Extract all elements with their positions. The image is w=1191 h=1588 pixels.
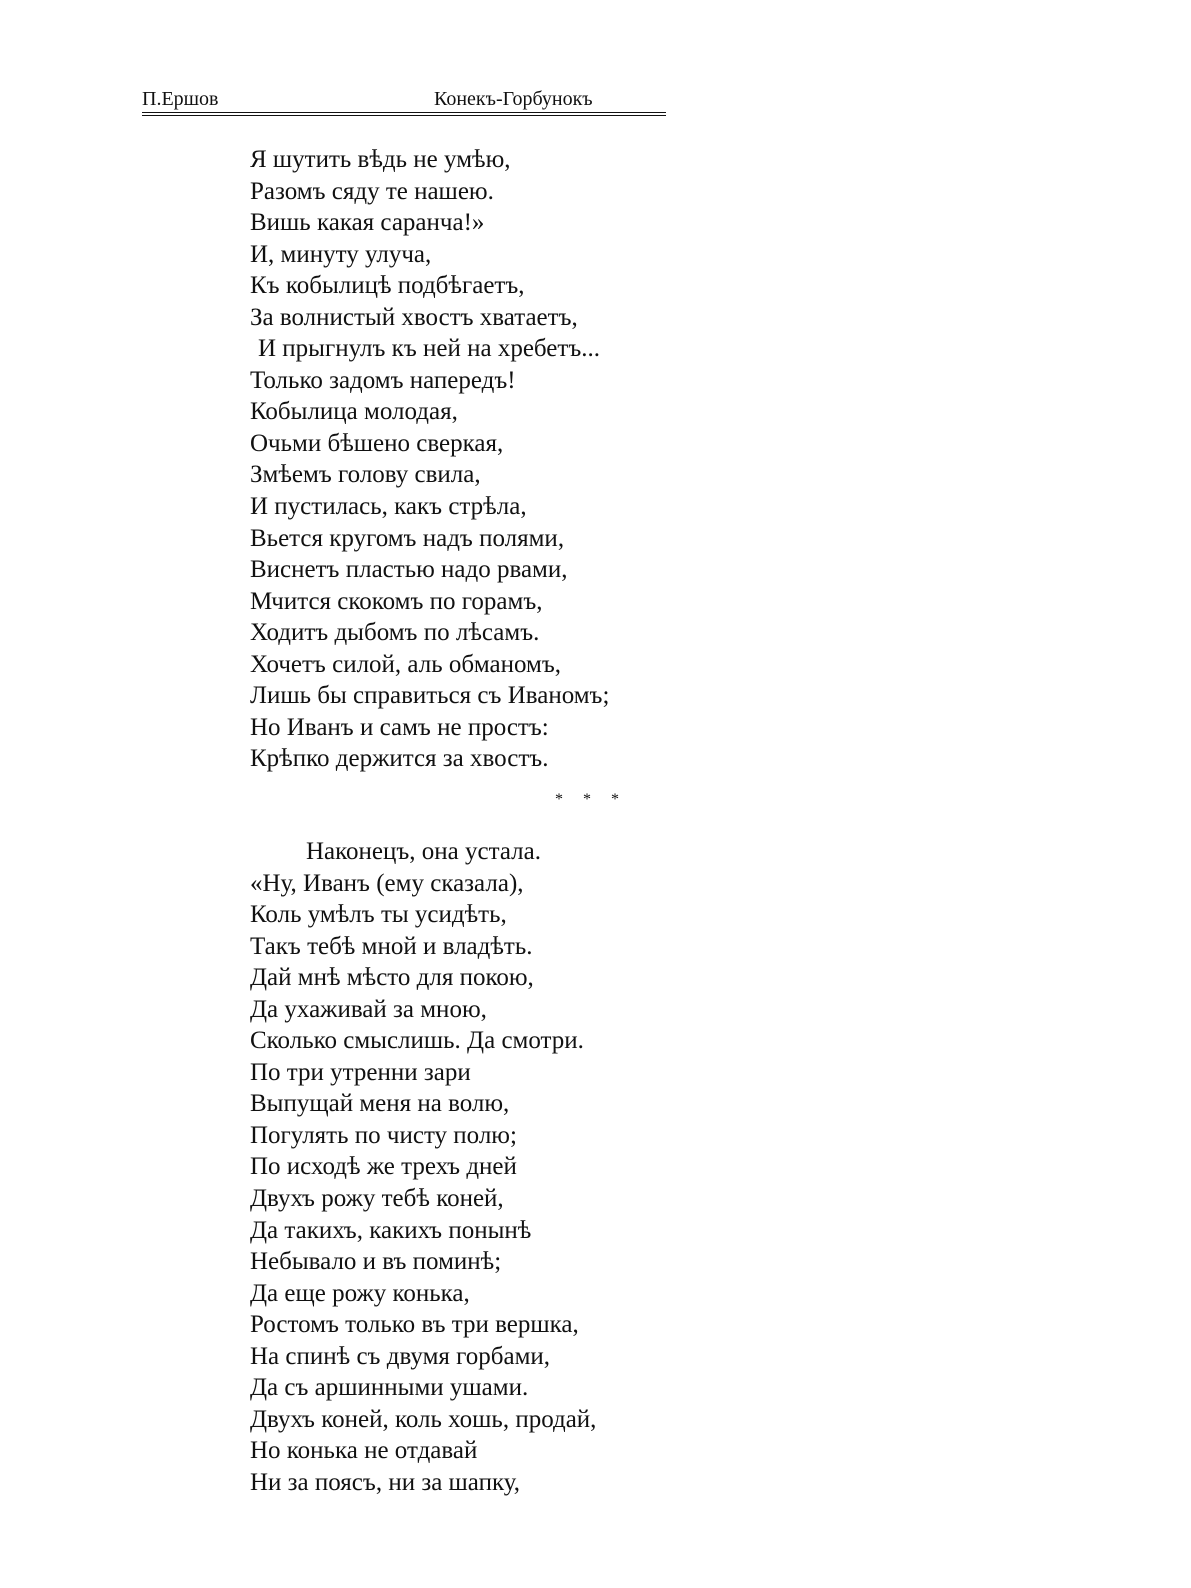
verse-line: На спинѣ съ двумя горбами,: [250, 1342, 551, 1370]
verse-line: Мчится скокомъ по горамъ,: [250, 587, 543, 615]
verse-line: «Ну, Иванъ (ему сказала),: [250, 869, 524, 897]
stanza-2: [250, 836, 680, 1498]
verse-line: И пустилась, какъ стрѣла,: [250, 493, 527, 521]
verse-line: По три утренни зари: [250, 1058, 471, 1086]
verse-line: Я шутить вѣдь не умѣю,: [250, 146, 511, 173]
verse-line: За волнистый хвостъ хватаетъ,: [250, 303, 578, 331]
verse-line: Кобылица молодая,: [250, 398, 458, 426]
verse-line: Да съ аршинными ушами.: [250, 1374, 529, 1402]
verse-line: И прыгнулъ къ ней на хребетъ...: [258, 335, 601, 363]
verse-line: Ростомъ только въ три вершка,: [250, 1311, 579, 1339]
running-header: [142, 86, 666, 116]
verse-line: Двухъ коней, коль хошь, продай,: [250, 1405, 597, 1433]
verse-line: Двухъ рожу тебѣ коней,: [250, 1185, 504, 1213]
verse-line: Вьется кругомъ надъ полями,: [250, 524, 565, 552]
verse-line: Очьми бѣшено сверкая,: [250, 429, 504, 457]
verse-line: Дай мнѣ мѣсто для покою,: [250, 964, 534, 992]
verse-line: Виснетъ пластью надо рвами,: [250, 556, 568, 584]
verse-line: Да такихъ, какихъ понынѣ: [250, 1216, 532, 1244]
verse-line: По исходѣ же трехъ дней: [250, 1153, 517, 1181]
section-separator: * * *: [555, 791, 627, 808]
verse-line: Коль умѣлъ ты усидѣть,: [250, 901, 507, 929]
verse-line: Но Иванъ и самъ не простъ:: [250, 713, 549, 741]
verse-line: Такъ тебѣ мной и владѣть.: [250, 932, 533, 960]
header-rule-top: [142, 112, 666, 113]
verse-line: Наконецъ, она устала.: [306, 838, 541, 865]
stanza-1: [250, 144, 680, 775]
verse-line: Лишь бы справиться съ Иваномъ;: [250, 682, 610, 710]
verse-line: Погулять по чисту полю;: [250, 1121, 517, 1149]
verse-line: Только задомъ напередъ!: [250, 366, 516, 394]
verse-line: Хочетъ силой, аль обманомъ,: [250, 650, 561, 678]
verse-line: И, минуту улуча,: [250, 240, 432, 268]
verse-line: Да ухаживай за мною,: [250, 995, 487, 1023]
verse-line: Да еще рожу конька,: [250, 1279, 470, 1307]
verse-line: Змѣемъ голову свила,: [250, 461, 481, 489]
verse-line: Выпущай меня на волю,: [250, 1090, 510, 1118]
verse-line: Вишь какая саранча!»: [250, 209, 485, 237]
verse-line: Къ кобылицѣ подбѣгаетъ,: [250, 272, 525, 300]
header-rule-bottom: [142, 115, 666, 116]
header-author: П.Ершов: [142, 88, 219, 110]
header-title: Конекъ-Горбунокъ: [434, 88, 593, 110]
verse-line: Но конька не отдавай: [250, 1437, 478, 1465]
verse-line: Разомъ сяду те нашею.: [250, 177, 494, 205]
verse-line: Крѣпко держится за хвостъ.: [250, 745, 549, 773]
verse-line: Ходитъ дыбомъ по лѣсамъ.: [250, 619, 540, 647]
verse-line: Ни за поясъ, ни за шапку,: [250, 1468, 520, 1496]
verse-line: Небывало и въ поминѣ;: [250, 1248, 502, 1276]
verse-line: Сколько смыслишь. Да смотри.: [250, 1027, 584, 1055]
